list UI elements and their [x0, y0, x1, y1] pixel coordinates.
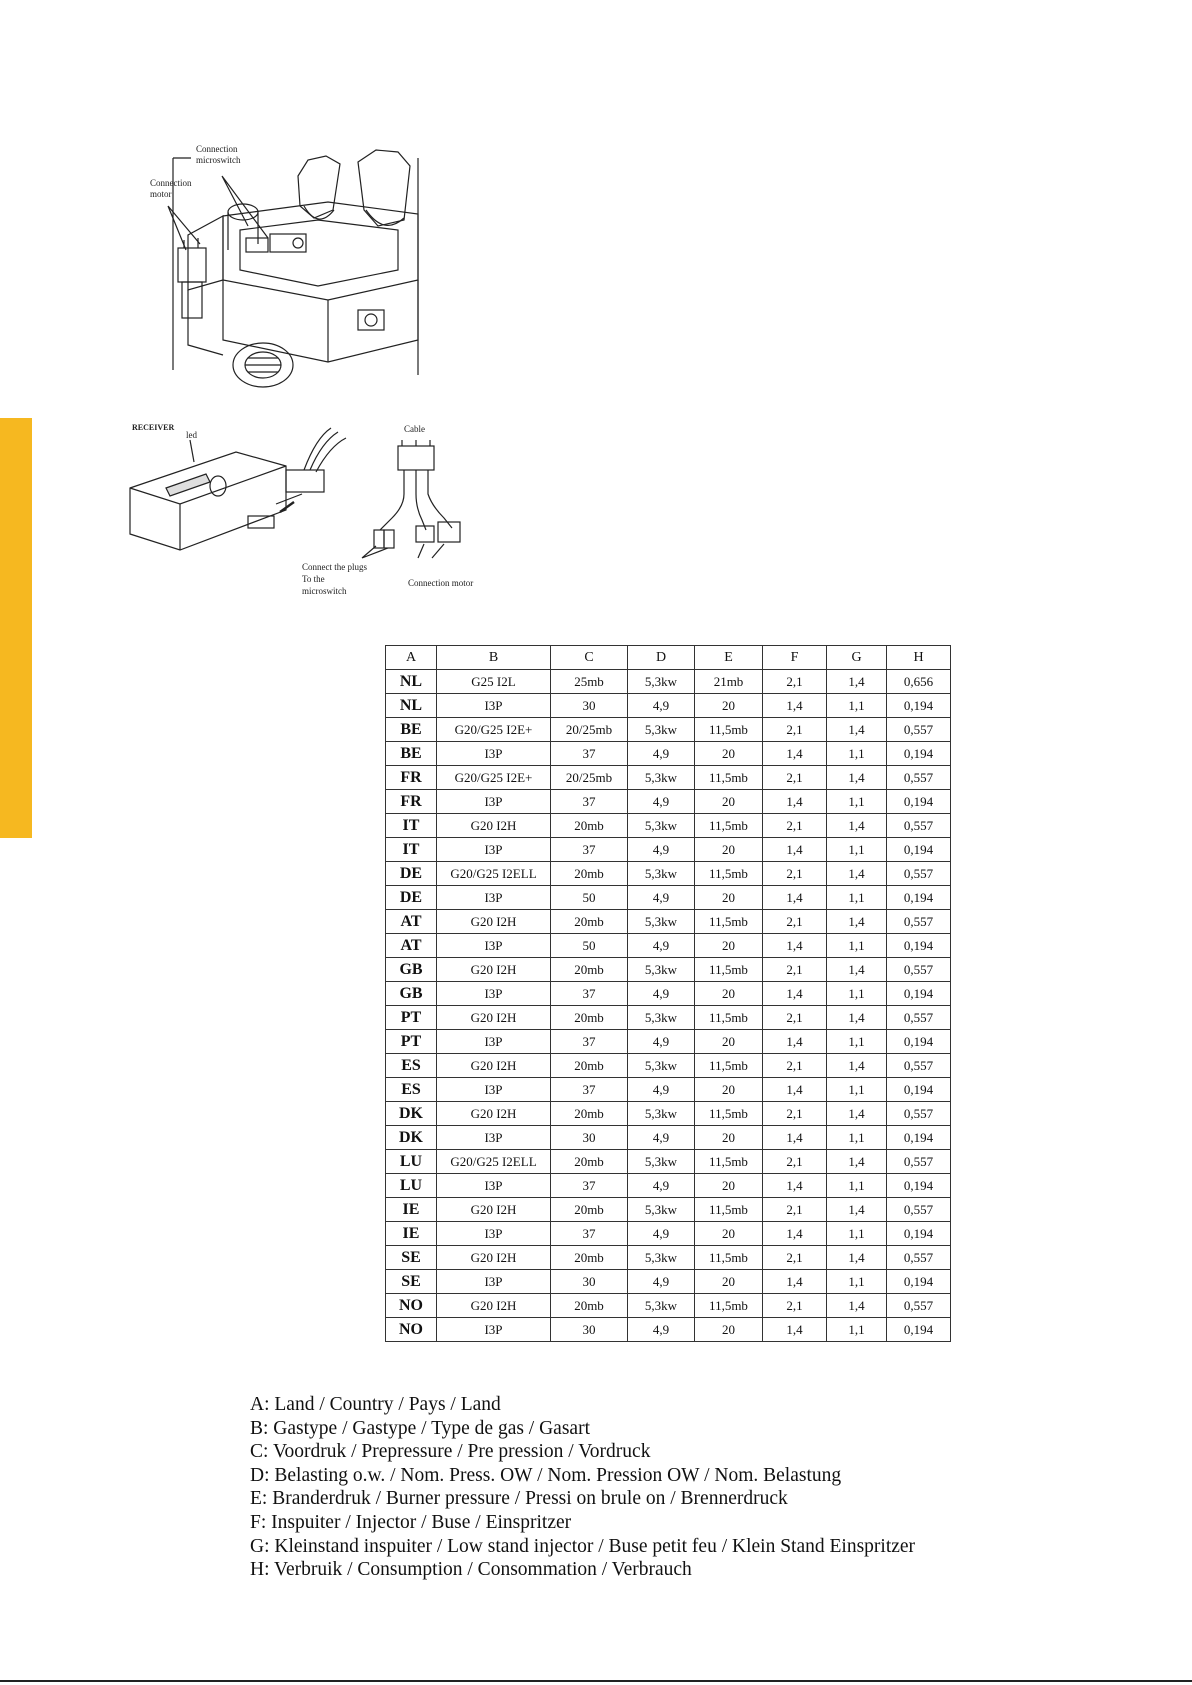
country-cell: AT: [386, 910, 437, 934]
table-cell: 1,4: [763, 1270, 827, 1294]
cable-label: Cable: [404, 424, 425, 434]
table-cell: 0,194: [887, 982, 951, 1006]
country-cell: PT: [386, 1030, 437, 1054]
column-header: H: [887, 646, 951, 670]
table-cell: 2,1: [763, 1150, 827, 1174]
table-cell: G20/G25 I2E+: [437, 718, 551, 742]
table-cell: 1,1: [827, 886, 887, 910]
table-cell: 30: [551, 1318, 628, 1342]
table-cell: 0,557: [887, 1102, 951, 1126]
table-cell: 20mb: [551, 1294, 628, 1318]
table-cell: G20/G25 I2E+: [437, 766, 551, 790]
table-cell: I3P: [437, 1126, 551, 1150]
table-row: [386, 934, 951, 958]
column-header: G: [827, 646, 887, 670]
table-cell: 1,4: [763, 1078, 827, 1102]
table-cell: 30: [551, 1126, 628, 1150]
table-cell: 1,4: [827, 1054, 887, 1078]
table-cell: 0,194: [887, 886, 951, 910]
table-cell: 0,194: [887, 1222, 951, 1246]
table-cell: 5,3kw: [628, 862, 695, 886]
country-cell: DK: [386, 1126, 437, 1150]
table-row: [386, 1006, 951, 1030]
table-cell: 0,557: [887, 766, 951, 790]
table-cell: 0,557: [887, 862, 951, 886]
table-cell: 5,3kw: [628, 1150, 695, 1174]
country-cell: SE: [386, 1270, 437, 1294]
table-cell: 1,4: [763, 1318, 827, 1342]
table-cell: 4,9: [628, 1270, 695, 1294]
table-cell: 4,9: [628, 694, 695, 718]
table-cell: 20: [695, 742, 763, 766]
table-cell: 11,5mb: [695, 1102, 763, 1126]
footer-rule: [0, 1680, 1192, 1682]
table-cell: 1,4: [827, 1246, 887, 1270]
table-row: [386, 1198, 951, 1222]
table-row: [386, 1246, 951, 1270]
table-row: [386, 1174, 951, 1198]
table-cell: 4,9: [628, 1318, 695, 1342]
country-cell: GB: [386, 958, 437, 982]
table-cell: 1,4: [763, 790, 827, 814]
table-cell: G20/G25 I2ELL: [437, 862, 551, 886]
led-label: led: [186, 430, 197, 440]
plugs-label-line3: microswitch: [302, 586, 347, 596]
table-cell: 5,3kw: [628, 1102, 695, 1126]
country-cell: NO: [386, 1294, 437, 1318]
country-cell: AT: [386, 934, 437, 958]
table-cell: 4,9: [628, 982, 695, 1006]
table-cell: 20mb: [551, 1102, 628, 1126]
table-cell: 20: [695, 1222, 763, 1246]
table-cell: 2,1: [763, 1102, 827, 1126]
table-cell: 0,656: [887, 670, 951, 694]
country-cell: PT: [386, 1006, 437, 1030]
table-cell: 4,9: [628, 838, 695, 862]
table-row: [386, 718, 951, 742]
table-cell: I3P: [437, 1222, 551, 1246]
table-cell: 11,5mb: [695, 910, 763, 934]
table-cell: 0,557: [887, 1294, 951, 1318]
table-row: [386, 1222, 951, 1246]
table-cell: 0,557: [887, 1246, 951, 1270]
table-cell: 0,194: [887, 838, 951, 862]
legend-item-d: D: Belasting o.w. / Nom. Press. OW / Nom. Pression OW / Nom. Belastung: [250, 1464, 842, 1486]
table-cell: 37: [551, 982, 628, 1006]
column-legend: [250, 1393, 915, 1582]
table-cell: 5,3kw: [628, 958, 695, 982]
table-cell: 2,1: [763, 1246, 827, 1270]
table-cell: 1,1: [827, 1270, 887, 1294]
table-cell: 20mb: [551, 1150, 628, 1174]
table-cell: 1,4: [827, 862, 887, 886]
table-cell: G20 I2H: [437, 1102, 551, 1126]
table-cell: G20 I2H: [437, 1246, 551, 1270]
receiver-wiring-illustration: [126, 418, 518, 618]
table-cell: 37: [551, 1174, 628, 1198]
table-cell: 1,4: [827, 1102, 887, 1126]
table-row: [386, 886, 951, 910]
table-cell: 20: [695, 934, 763, 958]
table-cell: 1,1: [827, 1318, 887, 1342]
table-row: [386, 1294, 951, 1318]
table-row: [386, 694, 951, 718]
table-cell: I3P: [437, 694, 551, 718]
table-cell: 0,557: [887, 814, 951, 838]
country-cell: NL: [386, 670, 437, 694]
column-header: F: [763, 646, 827, 670]
table-cell: 50: [551, 886, 628, 910]
table-row: [386, 790, 951, 814]
table-cell: 5,3kw: [628, 1294, 695, 1318]
table-cell: 2,1: [763, 1006, 827, 1030]
table-cell: 2,1: [763, 1294, 827, 1318]
table-cell: 0,194: [887, 1030, 951, 1054]
table-cell: 1,4: [763, 1030, 827, 1054]
table-row: [386, 958, 951, 982]
table-cell: 20mb: [551, 1054, 628, 1078]
table-cell: 50: [551, 934, 628, 958]
table-cell: 1,1: [827, 838, 887, 862]
table-cell: 1,1: [827, 1174, 887, 1198]
table-cell: 1,4: [827, 1294, 887, 1318]
gas-spec-table: [385, 645, 951, 1342]
table-cell: G20 I2H: [437, 910, 551, 934]
table-cell: 2,1: [763, 1054, 827, 1078]
table-cell: 20mb: [551, 958, 628, 982]
table-cell: 0,194: [887, 790, 951, 814]
table-cell: G20 I2H: [437, 958, 551, 982]
gas-valve-illustration: [128, 140, 498, 402]
table-cell: 11,5mb: [695, 1198, 763, 1222]
table-cell: 1,1: [827, 742, 887, 766]
table-cell: 20: [695, 1174, 763, 1198]
table-cell: 0,194: [887, 694, 951, 718]
table-cell: G20 I2H: [437, 814, 551, 838]
table-cell: 2,1: [763, 766, 827, 790]
table-cell: 1,4: [827, 718, 887, 742]
country-cell: GB: [386, 982, 437, 1006]
country-cell: BE: [386, 742, 437, 766]
table-cell: 0,194: [887, 742, 951, 766]
motor-connection-label: Connection motor: [408, 578, 474, 588]
table-cell: I3P: [437, 790, 551, 814]
table-cell: 4,9: [628, 1174, 695, 1198]
table-cell: 5,3kw: [628, 1006, 695, 1030]
table-cell: 1,1: [827, 982, 887, 1006]
table-cell: G20 I2H: [437, 1198, 551, 1222]
table-cell: 4,9: [628, 934, 695, 958]
table-cell: 2,1: [763, 910, 827, 934]
table-cell: 1,4: [827, 766, 887, 790]
table-cell: 0,557: [887, 1198, 951, 1222]
table-row: [386, 742, 951, 766]
table-cell: 5,3kw: [628, 1198, 695, 1222]
table-cell: 1,1: [827, 1126, 887, 1150]
country-cell: IT: [386, 814, 437, 838]
table-cell: 1,4: [827, 814, 887, 838]
table-cell: 11,5mb: [695, 1150, 763, 1174]
table-cell: I3P: [437, 742, 551, 766]
table-cell: 20: [695, 1126, 763, 1150]
table-cell: I3P: [437, 1174, 551, 1198]
table-cell: 5,3kw: [628, 910, 695, 934]
table-cell: 4,9: [628, 1222, 695, 1246]
table-cell: 20: [695, 1318, 763, 1342]
legend-item-c: C: Voordruk / Prepressure / Pre pression / Vordruck: [250, 1441, 651, 1463]
country-cell: LU: [386, 1174, 437, 1198]
table-cell: 1,4: [763, 982, 827, 1006]
country-cell: DK: [386, 1102, 437, 1126]
table-cell: 4,9: [628, 742, 695, 766]
table-row: [386, 1150, 951, 1174]
table-cell: 20mb: [551, 910, 628, 934]
table-cell: I3P: [437, 982, 551, 1006]
table-cell: 37: [551, 742, 628, 766]
table-cell: 2,1: [763, 1198, 827, 1222]
table-cell: 5,3kw: [628, 766, 695, 790]
country-cell: IT: [386, 838, 437, 862]
table-cell: 25mb: [551, 670, 628, 694]
table-cell: 20/25mb: [551, 766, 628, 790]
table-cell: 11,5mb: [695, 1006, 763, 1030]
microswitch-label-line1: Connection: [196, 144, 238, 154]
table-row: [386, 910, 951, 934]
table-cell: 0,194: [887, 1318, 951, 1342]
country-cell: ES: [386, 1054, 437, 1078]
side-accent-bar: [0, 418, 32, 838]
table-cell: 37: [551, 838, 628, 862]
table-cell: 11,5mb: [695, 958, 763, 982]
legend-item-g: G: Kleinstand inspuiter / Low stand injector / Buse petit feu / Klein Stand Einspritzer: [250, 1535, 916, 1557]
table-cell: 1,4: [827, 1150, 887, 1174]
table-cell: 1,1: [827, 1078, 887, 1102]
table-cell: 2,1: [763, 862, 827, 886]
table-cell: 11,5mb: [695, 718, 763, 742]
table-cell: 0,194: [887, 1126, 951, 1150]
table-cell: 0,557: [887, 958, 951, 982]
legend-item-h: H: Verbruik / Consumption / Consommation / Verbrauch: [250, 1559, 692, 1581]
table-cell: 2,1: [763, 814, 827, 838]
table-cell: 20: [695, 1270, 763, 1294]
table-cell: 0,557: [887, 718, 951, 742]
table-cell: I3P: [437, 838, 551, 862]
table-cell: 2,1: [763, 958, 827, 982]
table-cell: 0,194: [887, 1078, 951, 1102]
table-cell: G20/G25 I2ELL: [437, 1150, 551, 1174]
table-cell: 0,557: [887, 1006, 951, 1030]
table-cell: G20 I2H: [437, 1006, 551, 1030]
table-cell: 1,4: [763, 1222, 827, 1246]
table-cell: 20mb: [551, 814, 628, 838]
table-cell: 1,4: [827, 1006, 887, 1030]
country-cell: IE: [386, 1198, 437, 1222]
table-cell: 1,1: [827, 934, 887, 958]
table-cell: 0,194: [887, 1174, 951, 1198]
column-header: D: [628, 646, 695, 670]
table-cell: 1,1: [827, 790, 887, 814]
table-cell: 1,1: [827, 1222, 887, 1246]
legend-item-f: F: Inspuiter / Injector / Buse / Einspritzer: [250, 1511, 572, 1533]
table-cell: 20: [695, 790, 763, 814]
country-cell: DE: [386, 862, 437, 886]
table-cell: 0,557: [887, 1150, 951, 1174]
table-cell: 5,3kw: [628, 670, 695, 694]
table-cell: 4,9: [628, 1126, 695, 1150]
table-cell: 11,5mb: [695, 862, 763, 886]
table-cell: 30: [551, 694, 628, 718]
country-cell: ES: [386, 1078, 437, 1102]
table-cell: 11,5mb: [695, 1054, 763, 1078]
table-header-row: [386, 646, 951, 670]
table-cell: I3P: [437, 1318, 551, 1342]
table-row: [386, 670, 951, 694]
table-cell: 1,4: [763, 838, 827, 862]
motor-label-line2: motor: [150, 189, 172, 199]
column-header: C: [551, 646, 628, 670]
table-cell: 2,1: [763, 718, 827, 742]
table-row: [386, 838, 951, 862]
table-cell: 0,194: [887, 934, 951, 958]
table-cell: 5,3kw: [628, 1246, 695, 1270]
country-cell: NL: [386, 694, 437, 718]
table-row: [386, 1054, 951, 1078]
table-cell: 4,9: [628, 886, 695, 910]
table-cell: 2,1: [763, 670, 827, 694]
table-cell: 1,4: [827, 910, 887, 934]
country-cell: FR: [386, 766, 437, 790]
table-cell: 20/25mb: [551, 718, 628, 742]
country-cell: FR: [386, 790, 437, 814]
receiver-label: RECEIVER: [132, 423, 175, 432]
table-cell: 1,4: [763, 934, 827, 958]
table-cell: 4,9: [628, 1030, 695, 1054]
table-cell: 1,4: [827, 670, 887, 694]
table-cell: 1,4: [763, 742, 827, 766]
table-cell: 30: [551, 1270, 628, 1294]
table-cell: 21mb: [695, 670, 763, 694]
table-cell: 1,4: [763, 1174, 827, 1198]
table-cell: 20mb: [551, 1246, 628, 1270]
table-row: [386, 1318, 951, 1342]
table-cell: 1,1: [827, 1030, 887, 1054]
table-cell: 5,3kw: [628, 814, 695, 838]
table-cell: 20mb: [551, 1006, 628, 1030]
table-row: [386, 1078, 951, 1102]
table-cell: 20: [695, 1078, 763, 1102]
country-cell: LU: [386, 1150, 437, 1174]
table-cell: 1,4: [763, 694, 827, 718]
table-cell: I3P: [437, 1270, 551, 1294]
table-cell: 37: [551, 1078, 628, 1102]
country-cell: BE: [386, 718, 437, 742]
table-cell: 0,194: [887, 1270, 951, 1294]
table-cell: 4,9: [628, 790, 695, 814]
table-cell: 37: [551, 790, 628, 814]
table-cell: 5,3kw: [628, 718, 695, 742]
table-cell: 5,3kw: [628, 1054, 695, 1078]
table-row: [386, 1126, 951, 1150]
table-cell: 20: [695, 982, 763, 1006]
table-cell: 1,4: [827, 1198, 887, 1222]
table-cell: 11,5mb: [695, 1246, 763, 1270]
column-header: A: [386, 646, 437, 670]
microswitch-label-line2: microswitch: [196, 155, 241, 165]
table-row: [386, 766, 951, 790]
table-cell: 20: [695, 1030, 763, 1054]
table-row: [386, 1270, 951, 1294]
country-cell: SE: [386, 1246, 437, 1270]
column-header: B: [437, 646, 551, 670]
table-cell: 1,4: [763, 886, 827, 910]
legend-item-e: E: Branderdruk / Burner pressure / Pressi on brule on / Brennerdruck: [250, 1488, 788, 1510]
table-cell: 1,4: [827, 958, 887, 982]
motor-label-line1: Connection: [150, 178, 192, 188]
table-cell: I3P: [437, 886, 551, 910]
table-cell: 11,5mb: [695, 814, 763, 838]
table-cell: 11,5mb: [695, 766, 763, 790]
table-cell: 20mb: [551, 862, 628, 886]
table-cell: I3P: [437, 1030, 551, 1054]
country-cell: IE: [386, 1222, 437, 1246]
table-row: [386, 1030, 951, 1054]
legend-item-a: A: Land / Country / Pays / Land: [250, 1394, 501, 1415]
table-cell: I3P: [437, 934, 551, 958]
table-cell: 11,5mb: [695, 1294, 763, 1318]
table-cell: 20: [695, 886, 763, 910]
table-cell: I3P: [437, 1078, 551, 1102]
table-cell: 20mb: [551, 1198, 628, 1222]
table-cell: 20: [695, 694, 763, 718]
table-cell: 37: [551, 1030, 628, 1054]
table-row: [386, 862, 951, 886]
plugs-label-line1: Connect the plugs: [302, 562, 367, 572]
table-cell: 0,557: [887, 910, 951, 934]
column-header: E: [695, 646, 763, 670]
table-cell: G20 I2H: [437, 1054, 551, 1078]
table-row: [386, 1102, 951, 1126]
legend-item-b: B: Gastype / Gastype / Type de gas / Gasart: [250, 1417, 590, 1439]
country-cell: DE: [386, 886, 437, 910]
table-cell: 4,9: [628, 1078, 695, 1102]
country-cell: NO: [386, 1318, 437, 1342]
table-cell: 1,4: [763, 1126, 827, 1150]
table-row: [386, 982, 951, 1006]
table-cell: 1,1: [827, 694, 887, 718]
table-cell: G25 I2L: [437, 670, 551, 694]
table-cell: 20: [695, 838, 763, 862]
table-cell: G20 I2H: [437, 1294, 551, 1318]
table-cell: 37: [551, 1222, 628, 1246]
table-row: [386, 814, 951, 838]
plugs-label-line2: To the: [302, 574, 325, 584]
table-cell: 0,557: [887, 1054, 951, 1078]
